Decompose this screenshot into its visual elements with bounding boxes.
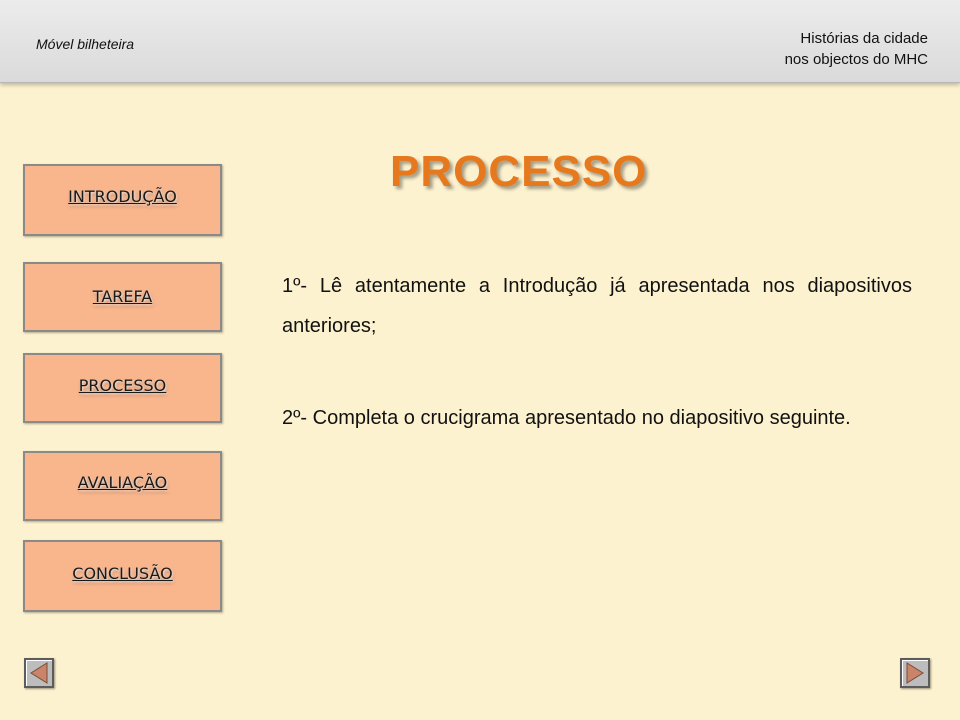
nav-button-avaliacao[interactable] xyxy=(23,451,222,521)
triangle-right-icon xyxy=(902,660,928,686)
next-slide-button[interactable] xyxy=(900,658,930,688)
page-title: PROCESSO xyxy=(390,147,648,196)
step-2-text: 2º- Completa o crucigrama apresentado no diapositivo seguinte. xyxy=(282,407,851,429)
nav-button-avaliacao-label: AVALIAÇÃO xyxy=(77,473,168,492)
nav-button-conclusao[interactable] xyxy=(23,540,222,612)
nav-button-processo[interactable] xyxy=(23,353,222,423)
nav-button-tarefa[interactable] xyxy=(23,262,222,332)
triangle-left-icon xyxy=(26,660,52,686)
step-1-text: 1º- Lê atentamente a Introdução já apresentada nos diapositivos anteriores; xyxy=(282,275,912,337)
nav-button-introducao-label: INTRODUÇÃO xyxy=(68,187,177,206)
header-right-line-1: Histórias da cidade xyxy=(800,30,928,47)
nav-button-conclusao-label: CONCLUSÃO xyxy=(72,564,173,583)
slide-header xyxy=(0,0,960,83)
header-right-text xyxy=(785,28,928,70)
nav-button-introducao[interactable] xyxy=(23,164,222,236)
header-right-line-2: nos objectos do MHC xyxy=(784,51,928,68)
nav-button-tarefa-label: TAREFA xyxy=(92,287,153,306)
previous-slide-button[interactable] xyxy=(24,658,54,688)
header-left-text: Móvel bilheteira xyxy=(36,36,135,52)
nav-button-processo-label: PROCESSO xyxy=(78,376,167,395)
